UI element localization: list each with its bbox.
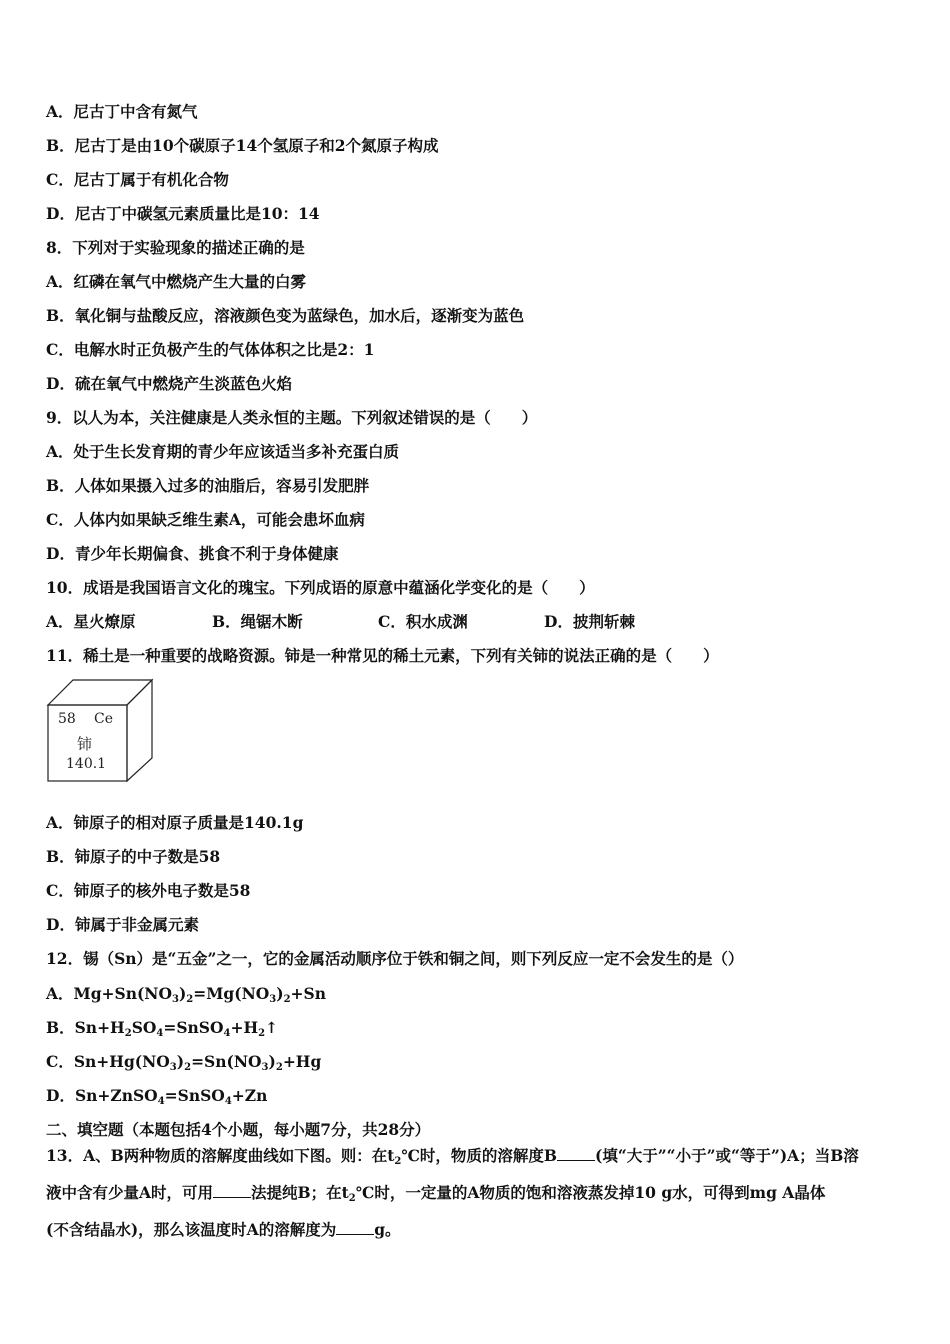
q10-option-d: D．披荆斩棘 [544,612,635,631]
q7-option-c: C．尼古丁属于有机化合物 [46,170,229,189]
q11-option-b: B．铈原子的中子数是58 [46,847,221,866]
element-atomic-number: 58 [58,711,76,727]
q11-option-c: C．铈原子的核外电子数是58 [46,881,251,900]
q8-option-b: B．氧化铜与盐酸反应，溶液颜色变为蓝绿色，加水后，逐渐变为蓝色 [46,306,525,325]
q11-option-d: D．铈属于非金属元素 [46,915,199,934]
q12-option-d: D．Sn+ZnSO$_4$=SnSO$_4$+Zn [46,1086,268,1107]
q12-option-c: C．$Sn+Hg(NO_3)_2=Sn(NO_3)_2+Hg$ [46,1052,322,1073]
element-symbol: Ce [94,711,113,727]
element-cell-cerium [46,678,154,782]
q9-option-d: D．青少年长期偏食、挑食不利于身体健康 [46,544,339,563]
q12-option-a: A．$Mg+Sn(NO_3)_2=Mg(NO_3)_2+Sn$ [46,984,326,1005]
q8-option-a: A．红磷在氧气中燃烧产生大量的白雾 [46,272,307,291]
q13-line-1: 13．A、B两种物质的溶解度曲线如下图。则：在$t_2℃$时，物质的溶解度B (填“大于”“小于”或“等于”)A；当B溶 [46,1146,859,1167]
q7-option-d: D．尼古丁中碳氢元素质量比是10：14 [46,204,320,223]
q10-stem: 10．成语是我国语言文化的瑰宝。下列成语的原意中蕴涵化学变化的是（ ） [46,578,595,597]
answer-blank[interactable] [336,1220,374,1235]
answer-blank[interactable] [213,1183,251,1198]
q8-option-c: C．电解水时正负极产生的气体体积之比是2：1 [46,340,375,359]
q9-option-c: C．人体内如果缺乏维生素A，可能会患坏血病 [46,510,365,529]
q9-option-a: A．处于生长发育期的青少年应该适当多补充蛋白质 [46,442,400,461]
q13-line-3: (不含结晶水)，那么该温度时A的溶解度为 g。 [46,1220,401,1239]
q9-option-b: B．人体如果摄入过多的油脂后，容易引发肥胖 [46,476,370,495]
answer-blank[interactable] [557,1146,595,1161]
q10-option-b: B．绳锯木断 [212,612,303,631]
element-name: 铈 [77,735,93,753]
q11-stem: 11．稀土是一种重要的战略资源。铈是一种常见的稀土元素，下列有关铈的说法正确的是（ ） [46,646,719,665]
q7-option-b: B．尼古丁是由10个碳原子14个氢原子和2个氮原子构成 [46,136,439,155]
q10-option-a: A．星火燎原 [46,612,136,631]
q13-line-2: 液中含有少量A时，可用 法提纯B；在$t_2℃$时，一定量的A物质的饱和溶液蒸发掉10 g水，可得到mg A晶体 [46,1183,826,1204]
q12-option-b: B．$Sn+H_2SO_4=SnSO_4+H_2↑$ [46,1018,279,1039]
section-heading: 二、填空题（本题包括4个小题，每小题7分，共28分） [46,1120,431,1139]
element-atomic-mass: 140.1 [66,756,107,772]
q8-option-d: D．硫在氧气中燃烧产生淡蓝色火焰 [46,374,292,393]
q9-stem: 9．以人为本，关注健康是人类永恒的主题。下列叙述错误的是（ ） [46,408,538,427]
q8-stem: 8．下列对于实验现象的描述正确的是 [46,238,305,257]
q7-option-a: A．尼古丁中含有氮气 [46,102,198,121]
q10-option-c: C．积水成渊 [378,612,468,631]
q12-stem: 12．锡（Sn）是“五金”之一，它的金属活动顺序位于铁和铜之间，则下列反应一定不会发生的是（） [46,949,744,968]
q11-option-a: A．铈原子的相对原子质量是140.1g [46,813,304,832]
